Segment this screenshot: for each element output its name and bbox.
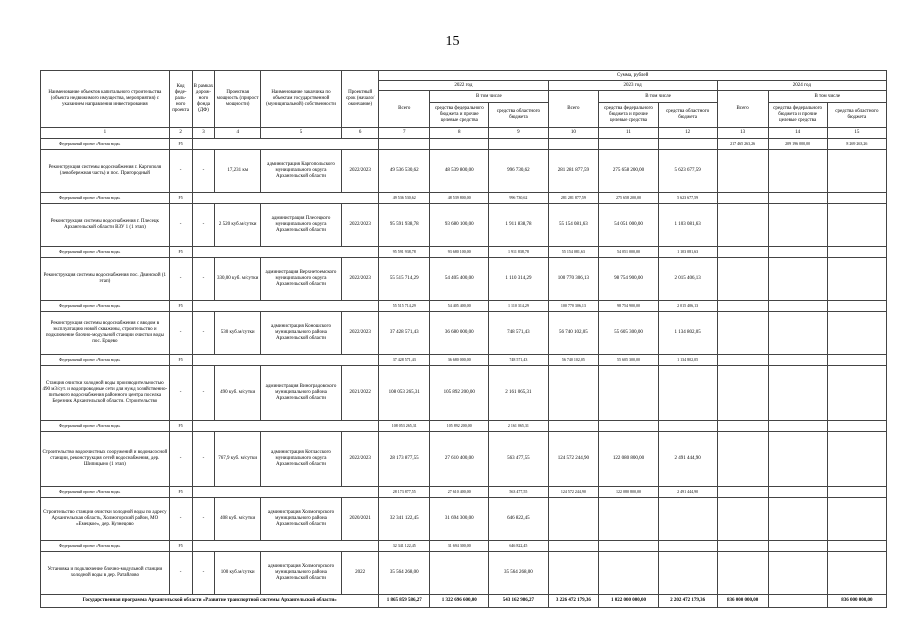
federal-project-label: Федеральный проект «Чистая вода» [41,193,170,204]
amount-cell: 105 892 200,00 [430,366,489,421]
amount-cell: 36 680 000,00 [430,355,489,366]
amount-cell [599,366,658,421]
capacity: 2 520 куб.м/сутки [215,204,261,247]
amount-cell: 122 080 800,00 [599,487,658,498]
amount-cell [717,258,768,301]
amount-cell [768,204,827,247]
amount-cell: 35 564 268,00 [379,552,430,595]
federal-project-label: Федеральный проект «Чистая вода» [41,541,170,552]
amount-cell: 996 730,62 [489,193,548,204]
header-year-2022: 2022 год [379,81,548,91]
amount-cell: 275 658 200,00 [599,193,658,204]
object-name: Станция очистки холодной воды производительностью 490 м3/сут. и водопроводные сети для нужд хозяйственно-питьевого водоснабжения районного центра поселка Березник Архангельской области. Строительство [41,366,170,421]
amount-cell [827,312,886,355]
federal-project-row [41,247,887,258]
header-term: Проектный срок (начало/окончание) [341,71,378,128]
object-row [41,366,887,421]
amount-cell: 56 740 102,05 [548,312,599,355]
amount-cell: 54 051 000,00 [599,204,658,247]
federal-project-label: Федеральный проект «Чистая вода» [41,421,170,432]
fed-code: - [169,432,192,487]
object-row [41,498,887,541]
amount-cell [548,421,599,432]
amount-cell [827,301,886,312]
amount-cell [768,193,827,204]
amount-cell [717,193,768,204]
amount-cell [599,552,658,595]
amount-cell: 48 539 800,00 [430,193,489,204]
amount-cell: 100 770 306,13 [548,258,599,301]
amount-cell [717,541,768,552]
amount-cell [768,421,827,432]
amount-cell: 28 173 877,55 [379,432,430,487]
amount-cell [717,204,768,247]
federal-project-row [41,139,887,150]
column-number: 8 [430,128,489,139]
header-total-2023: Всего [548,91,599,128]
capacity: 330,00 куб. м/сутки [215,258,261,301]
amount-cell: 55 154 081,63 [548,247,599,258]
amount-cell [768,366,827,421]
amount-cell: 8 269 263,26 [827,139,886,150]
road-fund: - [192,432,215,487]
amount-cell: 281 281 877,59 [548,193,599,204]
amount-cell [768,301,827,312]
object-row [41,150,887,193]
federal-project-label: Федеральный проект «Чистая вода» [41,487,170,498]
road-fund: - [192,150,215,193]
amount-cell [768,355,827,366]
customer: администрация Верхнетоемского муниципального округа Архангельской области [261,258,342,301]
federal-project-label: Федеральный проект «Чистая вода» [41,139,170,150]
amount-cell: 124 572 244,90 [548,487,599,498]
empty-cell [192,301,379,312]
customer: администрация Каргопольского муниципального округа Архангельской области [261,150,342,193]
amount-cell: 209 196 000,00 [768,139,827,150]
amount-cell [658,139,717,150]
fed-code: F5 [169,487,192,498]
amount-cell: 2 161 065,31 [489,421,548,432]
amount-cell [717,355,768,366]
fed-code: - [169,312,192,355]
fed-code: F5 [169,301,192,312]
amount-cell: 100 770 306,13 [548,301,599,312]
amount-cell: 93 680 100,00 [430,247,489,258]
amount-cell [827,204,886,247]
amount-cell [827,150,886,193]
amount-cell: 31 694 300,00 [430,541,489,552]
road-fund: - [192,366,215,421]
amount-cell: 2 491 444,90 [658,487,717,498]
object-row [41,432,887,487]
total-label: Государственная программа Архангельской области «Развитие транспортной системы Архангельской области» [41,595,379,608]
amount-cell [599,498,658,541]
total-amount-cell: 543 162 986,27 [489,595,548,608]
empty-cell [192,193,379,204]
page-number: 15 [445,34,460,49]
amount-cell: 1 134 802,05 [658,312,717,355]
amount-cell [658,421,717,432]
fed-code: - [169,498,192,541]
amount-cell [379,139,430,150]
amount-cell: 55 515 714,29 [379,301,430,312]
fed-code: F5 [169,355,192,366]
capacity: 17,231 км [215,150,261,193]
amount-cell [827,258,886,301]
amount-cell: 49 536 530,62 [379,150,430,193]
amount-cell [827,498,886,541]
header-sum: Сумма, рублей [379,71,887,81]
federal-project-row [41,301,887,312]
amount-cell [827,247,886,258]
amount-cell [827,487,886,498]
amount-cell: 646 822,45 [489,541,548,552]
amount-cell: 996 730,62 [489,150,548,193]
header-incl-2024: В том числе [768,91,886,103]
federal-project-label: Федеральный проект «Чистая вода» [41,247,170,258]
amount-cell: 2 161 065,31 [489,366,548,421]
federal-project-row [41,421,887,432]
header-object-name: Наименование объектов капитального строительства (объекта недвижимого имущества, мероприятия) с указанием направления инвестирования [41,71,170,128]
amount-cell: 281 281 877,59 [548,150,599,193]
column-number: 9 [489,128,548,139]
fed-code: - [169,204,192,247]
term: 2020/2021 [341,498,378,541]
header-year-2023: 2023 год [548,81,717,91]
term: 2022/2023 [341,312,378,355]
column-number: 4 [215,128,261,139]
amount-cell [768,552,827,595]
column-number: 6 [341,128,378,139]
customer: администрация Коношского муниципального района Архангельской области [261,312,342,355]
amount-cell: 55 154 081,63 [548,204,599,247]
amount-cell: 105 892 200,00 [430,421,489,432]
header-fed-2022: средства федерального бюджета и прочие целевые средства [430,103,489,128]
amount-cell: 563 477,55 [489,487,548,498]
amount-cell: 56 740 102,05 [548,355,599,366]
header-incl-2023: В том числе [599,91,717,103]
federal-project-label: Федеральный проект «Чистая вода» [41,301,170,312]
empty-cell [192,541,379,552]
header-reg-2024: средства областного бюджета [827,103,886,128]
total-amount-cell: 836 000 000,00 [827,595,886,608]
column-number: 2 [169,128,192,139]
column-number: 15 [827,128,886,139]
amount-cell: 2 015 406,13 [658,301,717,312]
amount-cell: 55 605 300,00 [599,312,658,355]
amount-cell [489,139,548,150]
total-row [41,595,887,608]
header-road-fund: В рамках дорож-ного фонда (ДФ) [192,71,215,128]
amount-cell: 108 053 265,31 [379,421,430,432]
investment-table [40,70,887,608]
federal-project-row [41,193,887,204]
total-amount-cell [768,595,827,608]
header-total-2024: Всего [717,91,768,128]
object-row [41,258,887,301]
amount-cell [658,498,717,541]
term: 2022/2023 [341,204,378,247]
object-name: Реконструкция системы водоснабжения пос. Двинской (1 этап) [41,258,170,301]
fed-code: F5 [169,193,192,204]
amount-cell [599,421,658,432]
column-number: 5 [261,128,342,139]
amount-cell [768,498,827,541]
amount-cell: 646 822,45 [489,498,548,541]
amount-cell [827,355,886,366]
amount-cell [548,552,599,595]
amount-cell [658,366,717,421]
column-number: 10 [548,128,599,139]
amount-cell: 748 571,43 [489,312,548,355]
empty-cell [192,139,379,150]
amount-cell: 49 536 530,62 [379,193,430,204]
amount-cell: 217 465 263,26 [717,139,768,150]
federal-project-label: Федеральный проект «Чистая вода» [41,355,170,366]
amount-cell: 32 341 122,45 [379,541,430,552]
amount-cell: 95 591 938,78 [379,204,430,247]
amount-cell: 27 610 400,00 [430,487,489,498]
amount-cell: 2 015 406,13 [658,258,717,301]
empty-cell [192,247,379,258]
amount-cell: 31 694 300,00 [430,498,489,541]
amount-cell [768,487,827,498]
amount-cell: 98 754 900,00 [599,301,658,312]
amount-cell [599,541,658,552]
amount-cell: 2 491 444,90 [658,432,717,487]
amount-cell: 55 605 300,00 [599,355,658,366]
customer: администрация Холмогорского муниципального района Архангельской области [261,498,342,541]
amount-cell: 1 911 838,78 [489,247,548,258]
capacity: 530 куб.м/сутки [215,312,261,355]
amount-cell: 1 110 314,29 [489,258,548,301]
total-amount-cell: 836 000 000,00 [717,595,768,608]
road-fund: - [192,498,215,541]
amount-cell: 563 477,55 [489,432,548,487]
fed-code: F5 [169,421,192,432]
amount-cell: 122 080 800,00 [599,432,658,487]
fed-code: - [169,552,192,595]
amount-cell [717,421,768,432]
term: 2022/2023 [341,258,378,301]
amount-cell: 275 658 200,00 [599,150,658,193]
amount-cell: 95 591 938,78 [379,247,430,258]
amount-cell: 54 405 400,00 [430,258,489,301]
header-customer: Наименование заказчика по объектам государственной (муниципальной) собственности [261,71,342,128]
customer: администрация Плесецкого муниципального округа Архангельской области [261,204,342,247]
capacity: 408 куб. м/сутки [215,498,261,541]
amount-cell [717,247,768,258]
amount-cell [658,552,717,595]
amount-cell: 5 623 677,59 [658,193,717,204]
empty-cell [192,487,379,498]
federal-project-row [41,487,887,498]
column-number: 11 [599,128,658,139]
federal-project-row [41,541,887,552]
column-number: 3 [192,128,215,139]
amount-cell [827,432,886,487]
amount-cell [827,421,886,432]
capacity: 767,9 куб. м/сутки [215,432,261,487]
header-reg-2023: средства областного бюджета [658,103,717,128]
amount-cell [717,432,768,487]
amount-cell [717,312,768,355]
amount-cell: 35 564 268,00 [489,552,548,595]
fed-code: F5 [169,541,192,552]
object-row [41,312,887,355]
header-year-2024: 2024 год [717,81,886,91]
capacity: 100 куб.м/сутки [215,552,261,595]
amount-cell: 1 110 314,29 [489,301,548,312]
header-fed-code: Код феде-раль-ного проекта [169,71,192,128]
amount-cell: 1 103 081,63 [658,247,717,258]
column-numbers-row [41,128,887,139]
customer: администрация Котласского муниципального округа Архангельской области [261,432,342,487]
amount-cell: 108 053 265,31 [379,366,430,421]
amount-cell: 54 051 000,00 [599,247,658,258]
amount-cell [717,150,768,193]
column-number: 13 [717,128,768,139]
object-name: Установка и подключение блочно-модульной станции холодной воды в дер. Ратайлово [41,552,170,595]
empty-cell [192,421,379,432]
object-name: Реконструкция системы водоснабжения г. Плесецк Архангельской области ВЗУ 1 (1 этап) [41,204,170,247]
amount-cell: 93 680 100,00 [430,204,489,247]
object-name: Строительство водоочистных сооружений и водонасосной станции, реконструкция сетей водоснабжения, дер. Шипицыно (1 этап) [41,432,170,487]
amount-cell [827,193,886,204]
amount-cell [768,432,827,487]
total-amount-cell: 3 226 472 179,36 [548,595,599,608]
fed-code: - [169,150,192,193]
term: 2021/2022 [341,366,378,421]
header-total-2022: Всего [379,91,430,128]
header-capacity: Проектная мощность (прирост мощности) [215,71,261,128]
total-amount-cell: 1 322 696 600,00 [430,595,489,608]
amount-cell: 1 103 081,63 [658,204,717,247]
customer: администрация Виноградовского муниципального района Архангельской области [261,366,342,421]
fed-code: - [169,258,192,301]
column-number: 7 [379,128,430,139]
column-number: 14 [768,128,827,139]
amount-cell [768,247,827,258]
fed-code: F5 [169,247,192,258]
road-fund: - [192,312,215,355]
amount-cell: 32 341 122,45 [379,498,430,541]
amount-cell: 98 754 900,00 [599,258,658,301]
total-amount-cell: 1 022 000 000,00 [599,595,658,608]
federal-project-row [41,355,887,366]
amount-cell [768,312,827,355]
amount-cell [548,366,599,421]
amount-cell [430,552,489,595]
empty-cell [192,355,379,366]
capacity: 490 куб. м/сутки [215,366,261,421]
amount-cell [717,487,768,498]
term: 2022/2023 [341,432,378,487]
term: 2022 [341,552,378,595]
amount-cell [548,139,599,150]
amount-cell [717,498,768,541]
column-number: 12 [658,128,717,139]
column-number: 1 [41,128,170,139]
header-incl-2022: В том числе [430,91,548,103]
object-name: Реконструкция системы водоснабжения с вводом в эксплуатацию новой скважины, строительство и подключение блочно-модульной станции очистки воды пос. Ерцево [41,312,170,355]
amount-cell [548,498,599,541]
amount-cell: 1 134 802,05 [658,355,717,366]
amount-cell [717,366,768,421]
object-row [41,204,887,247]
amount-cell [599,139,658,150]
road-fund: - [192,552,215,595]
amount-cell [717,301,768,312]
amount-cell: 1 911 838,78 [489,204,548,247]
object-row [41,552,887,595]
total-amount-cell: 1 865 859 586,27 [379,595,430,608]
object-name: Реконструкция системы водоснабжения г. Каргополя (левобережная часть) и пос. Пригородный [41,150,170,193]
amount-cell: 48 539 800,00 [430,150,489,193]
amount-cell: 54 405 400,00 [430,301,489,312]
amount-cell: 36 680 000,00 [430,312,489,355]
amount-cell: 27 610 400,00 [430,432,489,487]
amount-cell [430,139,489,150]
amount-cell: 37 428 571,43 [379,312,430,355]
amount-cell [768,258,827,301]
amount-cell [827,366,886,421]
amount-cell [658,541,717,552]
amount-cell [827,552,886,595]
amount-cell [768,150,827,193]
amount-cell: 37 428 571,43 [379,355,430,366]
amount-cell: 124 572 244,90 [548,432,599,487]
amount-cell: 5 623 677,59 [658,150,717,193]
amount-cell: 55 515 714,29 [379,258,430,301]
fed-code: - [169,366,192,421]
amount-cell: 748 571,43 [489,355,548,366]
total-amount-cell: 2 202 472 179,36 [658,595,717,608]
header-fed-2023: средства федерального бюджета и прочие целевые средства [599,103,658,128]
customer: администрация Холмогорского муниципального района Архангельской области [261,552,342,595]
object-name: Строительство станции очистки холодной воды по адресу Архангельская область, Холмогорский район, МО «Емецкое», дер. Кузнецово [41,498,170,541]
header-reg-2022: средства областного бюджета [489,103,548,128]
header-fed-2024: средства федерального бюджета и прочие целевые средства [768,103,827,128]
amount-cell [827,541,886,552]
amount-cell: 28 173 877,55 [379,487,430,498]
amount-cell [548,541,599,552]
term: 2022/2023 [341,150,378,193]
amount-cell [717,552,768,595]
fed-code: F5 [169,139,192,150]
amount-cell [768,541,827,552]
road-fund: - [192,204,215,247]
road-fund: - [192,258,215,301]
